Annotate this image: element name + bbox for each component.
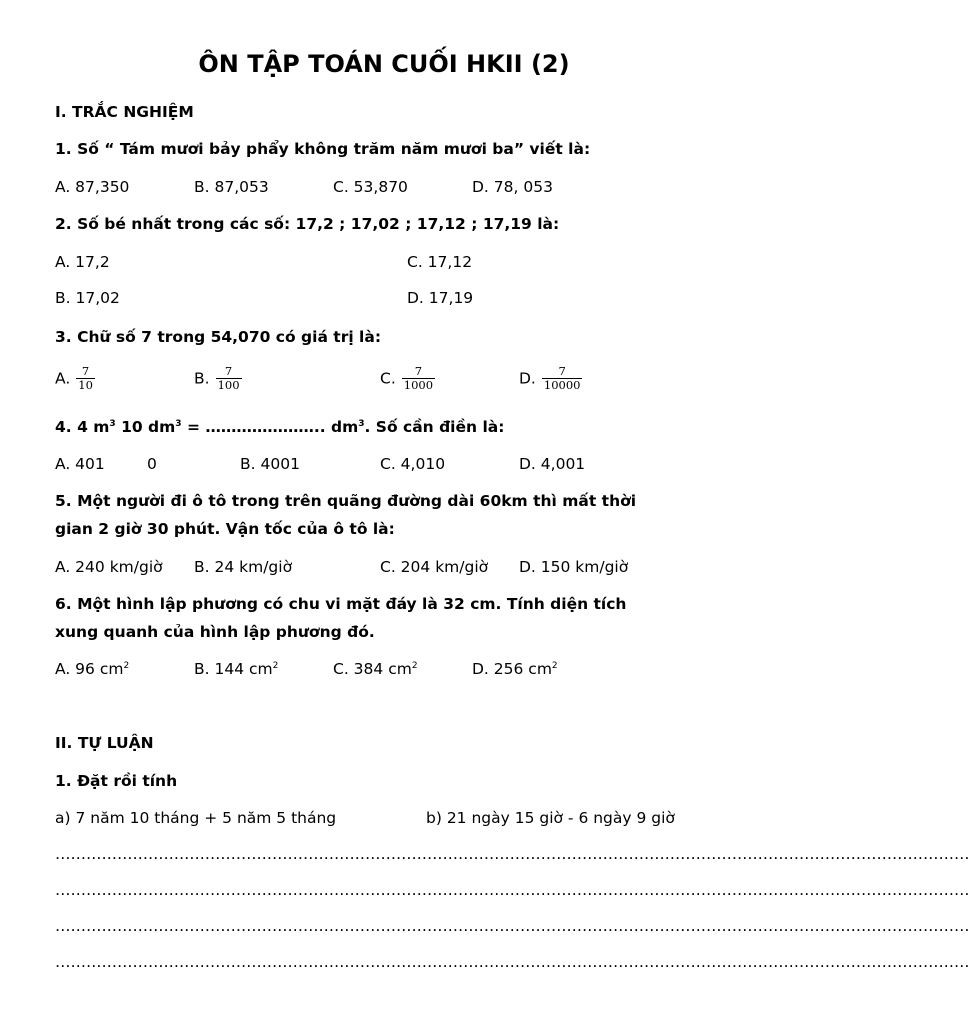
answer-line-1[interactable]: …………………………………………………………………………………………………………………………………………………………… — [55, 845, 970, 863]
question-1-text: 1. Số “ Tám mươi bảy phẩy không trăm năm mươi ba” viết là: — [55, 140, 591, 158]
section-heading-multiple-choice: I. TRẮC NGHIỆM — [55, 103, 194, 121]
problem-1-part-b: b) 21 ngày 15 giờ - 6 ngày 9 giờ — [426, 809, 675, 827]
question-6-option-a — [55, 660, 129, 678]
question-4-option-a: A. 401 — [55, 455, 105, 473]
question-5-option-c: C. 204 km/giờ — [380, 558, 489, 576]
question-3-option-d — [519, 365, 582, 392]
q4-superscript-2: 3 — [175, 419, 182, 429]
fraction — [216, 365, 242, 392]
fraction-numerator: 7 — [81, 364, 90, 378]
fraction-numerator: 7 — [414, 364, 423, 378]
question-3-option-c — [380, 365, 435, 392]
q4-part-3: = ………………….. dm — [181, 418, 359, 436]
question-4-text — [55, 418, 504, 436]
option-label: D. — [519, 369, 536, 388]
q4-superscript-1: 3 — [109, 419, 116, 429]
question-5-option-b: B. 24 km/giờ — [194, 558, 293, 576]
option-text: C. 384 cm — [333, 660, 412, 678]
option-label: C. — [380, 369, 396, 388]
question-2-option-b: B. 17,02 — [55, 289, 120, 307]
answer-line-3[interactable]: …………………………………………………………………………………………………………………………………………………………… — [55, 917, 970, 935]
question-6-option-c — [333, 660, 418, 678]
question-1-option-d: D. 78, 053 — [472, 178, 553, 196]
question-4-option-a-trailing-digit: 0 — [147, 455, 157, 473]
question-1-option-a: A. 87,350 — [55, 178, 130, 196]
question-2-text: 2. Số bé nhất trong các số: 17,2 ; 17,02 ; 17,12 ; 17,19 là: — [55, 215, 560, 233]
fraction — [542, 365, 583, 392]
question-5-text-line-1: 5. Một người đi ô tô trong trên quãng đường dài 60km thì mất thời — [55, 492, 637, 510]
squared-superscript: 2 — [551, 661, 558, 671]
squared-superscript: 2 — [411, 661, 418, 671]
fraction-numerator: 7 — [224, 364, 233, 378]
q4-part-2: 10 dm — [115, 418, 176, 436]
fraction-denominator: 10000 — [543, 378, 581, 392]
fraction-denominator: 1000 — [403, 378, 434, 392]
squared-superscript: 2 — [123, 661, 130, 671]
option-text: B. 144 cm — [194, 660, 273, 678]
fraction — [76, 365, 95, 392]
page-title: ÔN TẬP TOÁN CUỐI HKII (2) — [198, 50, 570, 78]
answer-line-4[interactable]: …………………………………………………………………………………………………………………………………………………………… — [55, 953, 970, 971]
fraction-denominator: 100 — [217, 378, 240, 392]
problem-1-heading: 1. Đặt rồi tính — [55, 772, 178, 790]
question-6-text-line-1: 6. Một hình lập phương có chu vi mặt đáy là 32 cm. Tính diện tích — [55, 595, 627, 613]
fraction-numerator: 7 — [558, 364, 566, 378]
q4-part-4: . Số cần điền là: — [364, 418, 505, 436]
question-3-text: 3. Chữ số 7 trong 54,070 có giá trị là: — [55, 328, 382, 346]
question-6-option-d — [472, 660, 558, 678]
question-5-option-d: D. 150 km/giờ — [519, 558, 629, 576]
question-6-option-b — [194, 660, 278, 678]
option-text: D. 256 cm — [472, 660, 552, 678]
question-1-option-b: B. 87,053 — [194, 178, 269, 196]
question-4-option-d: D. 4,001 — [519, 455, 586, 473]
option-label: B. — [194, 369, 210, 388]
question-2-option-a: A. 17,2 — [55, 253, 110, 271]
section-heading-essay: II. TỰ LUẬN — [55, 734, 154, 752]
question-6-text-line-2: xung quanh của hình lập phương đó. — [55, 623, 375, 641]
question-2-option-d: D. 17,19 — [407, 289, 474, 307]
question-4-option-c: C. 4,010 — [380, 455, 446, 473]
problem-1-part-a: a) 7 năm 10 tháng + 5 năm 5 tháng — [55, 809, 337, 827]
question-3-option-b — [194, 365, 242, 392]
question-5-option-a: A. 240 km/giờ — [55, 558, 163, 576]
option-text: A. 96 cm — [55, 660, 124, 678]
option-label: A. — [55, 369, 71, 388]
squared-superscript: 2 — [272, 661, 279, 671]
question-2-option-c: C. 17,12 — [407, 253, 473, 271]
q4-superscript-3: 3 — [358, 419, 365, 429]
answer-line-2[interactable]: …………………………………………………………………………………………………………………………………………………………… — [55, 881, 970, 899]
question-4-option-b: B. 4001 — [240, 455, 300, 473]
question-1-option-c: C. 53,870 — [333, 178, 408, 196]
fraction-denominator: 10 — [78, 378, 93, 392]
q4-part-1: 4. 4 m — [55, 418, 110, 436]
fraction — [402, 365, 435, 392]
question-3-option-a — [55, 365, 95, 392]
question-5-text-line-2: gian 2 giờ 30 phút. Vận tốc của ô tô là: — [55, 520, 395, 538]
